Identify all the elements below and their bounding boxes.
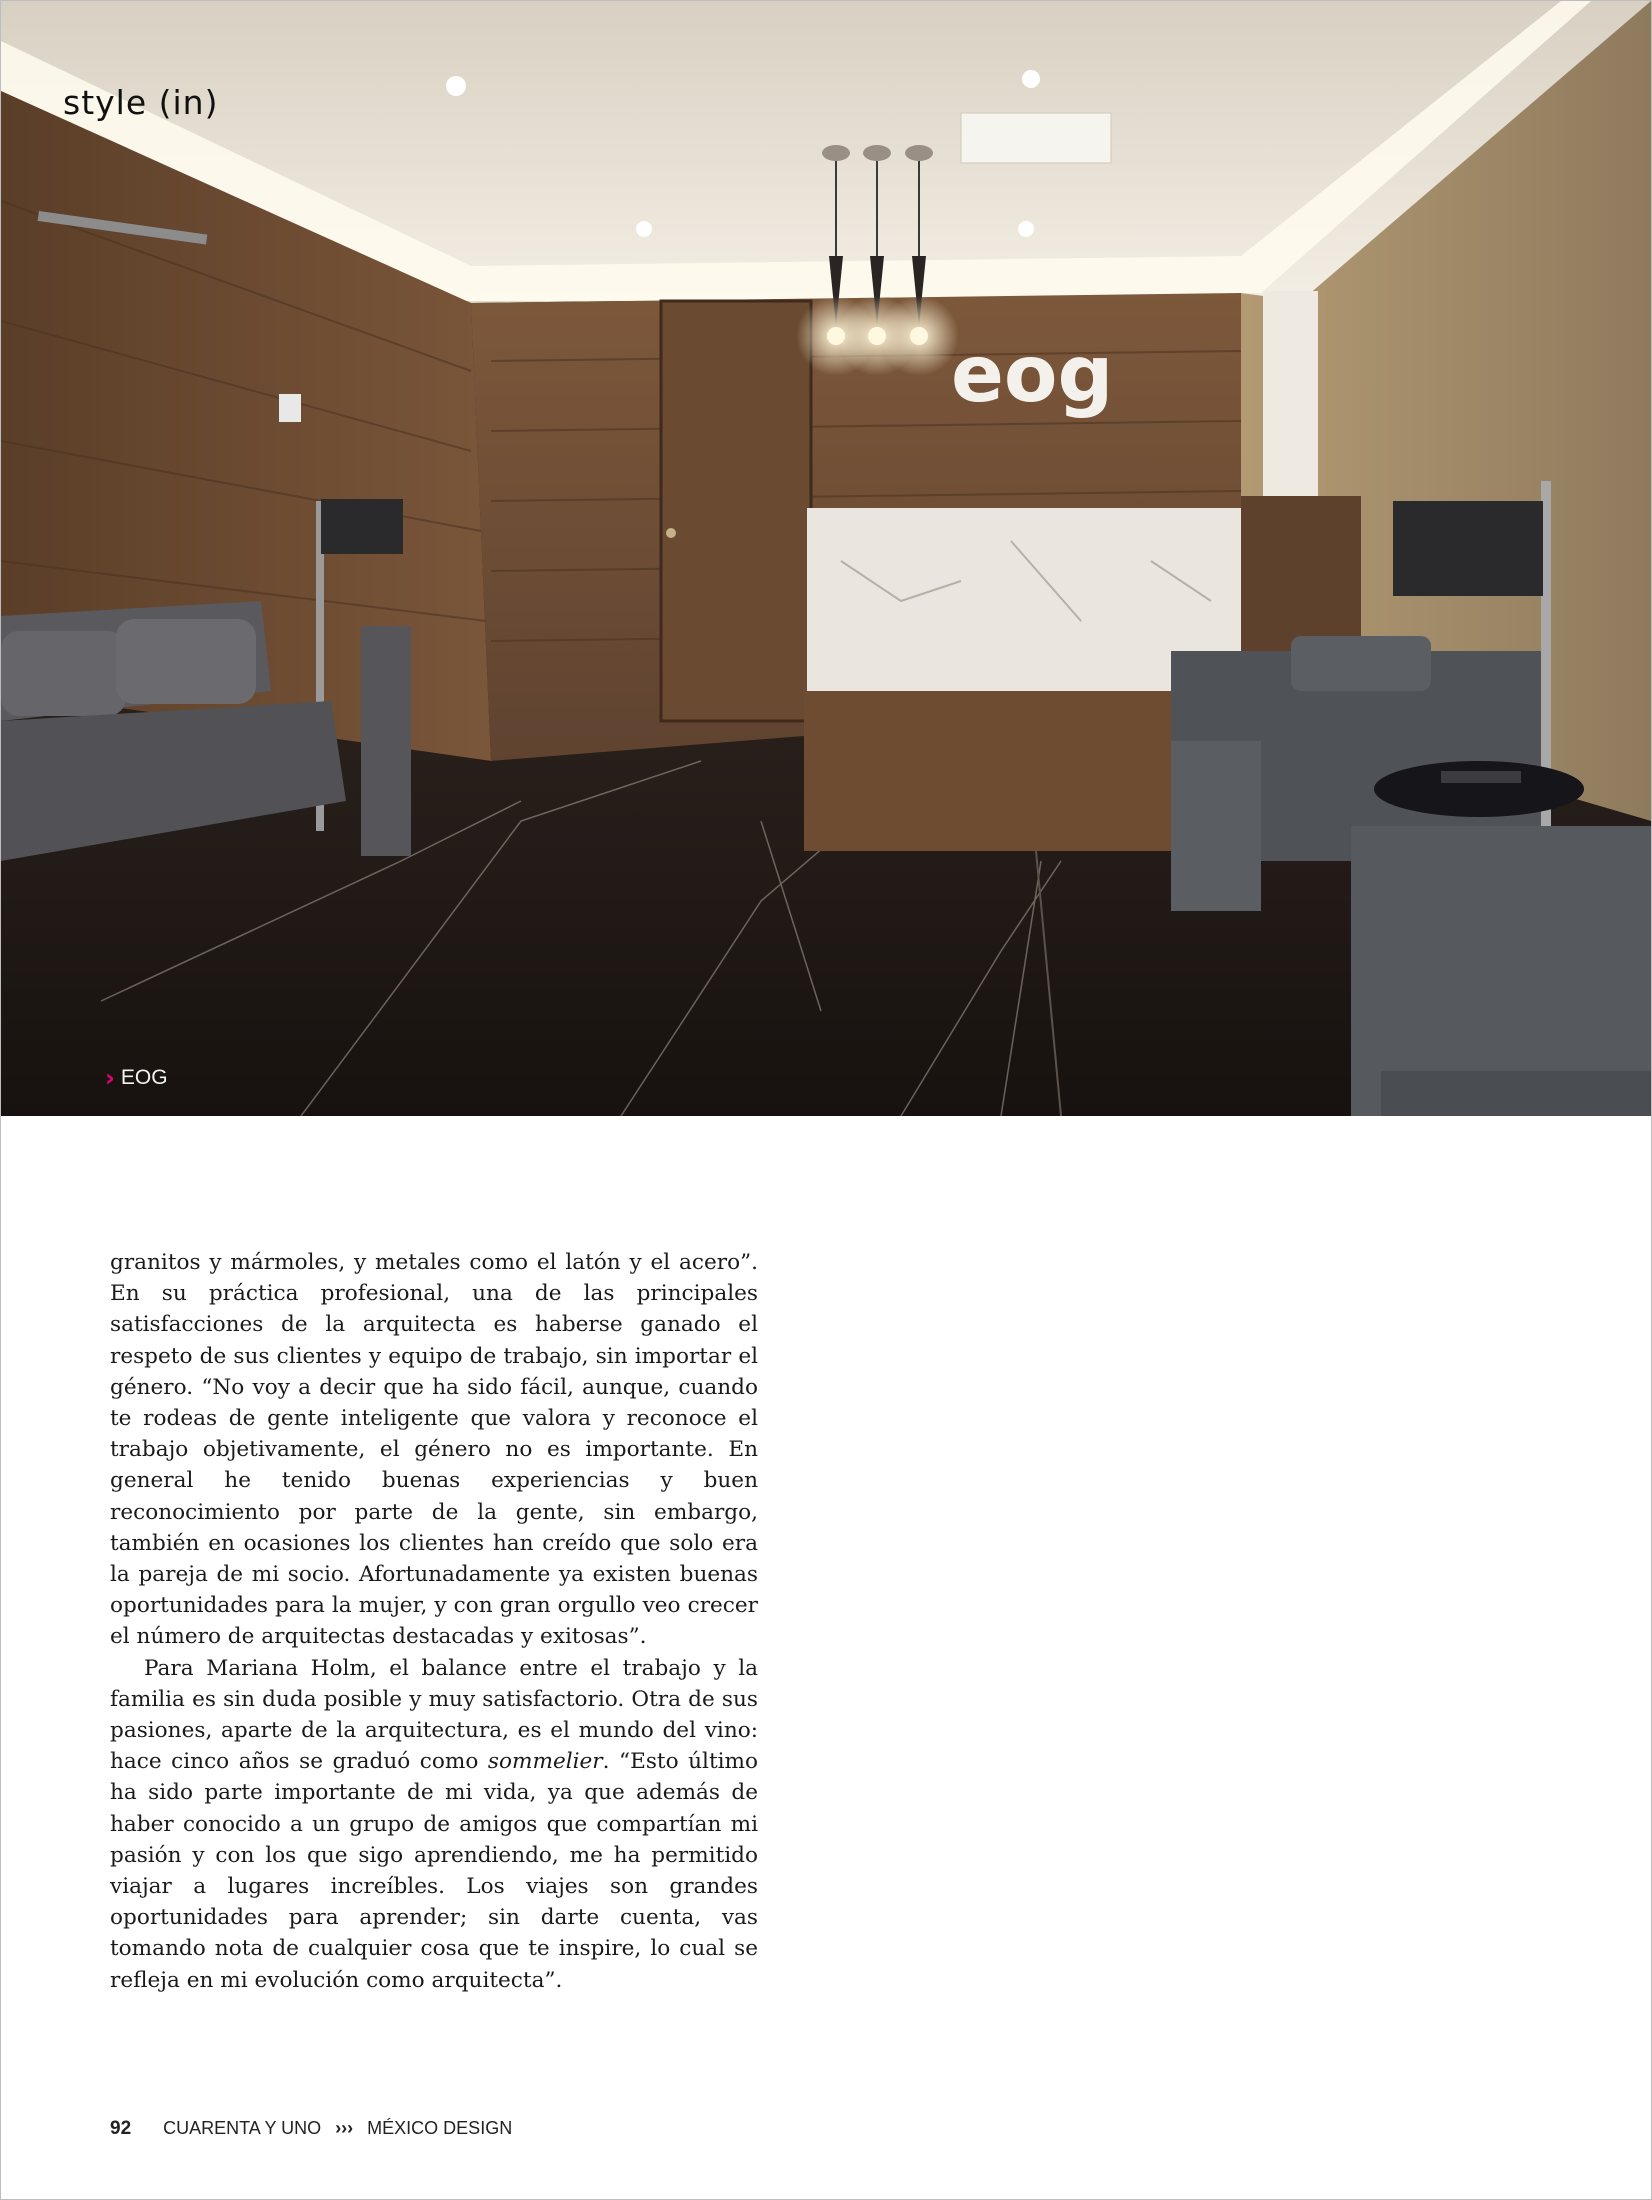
edition-name: MÉXICO DESIGN — [367, 2118, 513, 2138]
door-handle — [666, 528, 676, 538]
reception-desk-base — [804, 691, 1234, 851]
separator-arrows: ››› — [335, 2118, 354, 2138]
ceiling-downlight — [446, 76, 466, 96]
hero-photo — [1, 1, 1651, 1116]
paragraph-text: . “Esto último ha sido parte importante de mi vida, ya que además de haber conocido a un grupo de amigos que compartían mi pasión y con los que sigo aprendiendo, me ha permitido viajar a lugares increíbles. Los viajes son grandes oportunidades para aprender; sin darte cuenta, vas tomando nota de cualquier cosa que te inspire, lo cual se refleja en mi evolución como arquitecta”. — [110, 1749, 759, 1993]
page-number: 92 — [110, 2118, 132, 2139]
ceiling-downlight — [1018, 221, 1034, 237]
door — [661, 301, 811, 721]
thermostat — [279, 394, 301, 422]
paragraph: granitos y mármoles, y metales como el latón y el acero”. En su práctica profesional, una de las principales satisfacciones de la arquitecta es haberse ganado el respeto de sus clientes y equipo de trabajo, sin importar el género. “No voy a decir que ha sido fácil, aunque, cuando te rodeas de gente inteligente que valora y reconoce el trabajo objetivamente, el género no es importante. En general he tenido buenas experiencias y buen reconocimiento por parte de la gente, sin embargo, también en ocasiones los clientes han creído que solo era la pareja de mi socio. Afortunadamente ya existen buenas oportunidades para la mujer, y con gran orgullo veo crecer el número de arquitectas destacadas y exitosas”. — [110, 1250, 758, 1650]
article-body — [110, 1247, 758, 1996]
lobby-illustration — [1, 1, 1651, 1116]
tablet — [1441, 771, 1521, 783]
chevron-right-icon: › — [105, 1064, 115, 1092]
magazine-name: CUARENTA Y UNO — [163, 2118, 322, 2138]
ceiling-downlight — [636, 221, 652, 237]
italic-term: sommelier — [487, 1749, 603, 1775]
photo-caption — [105, 1064, 168, 1092]
section-label: style (in) — [63, 83, 219, 122]
ceiling-downlight — [1022, 70, 1040, 88]
paragraph — [110, 1653, 758, 1996]
wall-logo: eog — [951, 330, 1114, 420]
ceiling-vent — [961, 113, 1111, 163]
armchair-foreground — [1351, 826, 1651, 1116]
page-footer — [110, 2118, 512, 2140]
caption-text: EOG — [120, 1066, 168, 1089]
paragraph-text: Para Mariana Holm, el balance entre el trabajo y la familia es sin duda posible y muy satisfactorio. Otra de sus pasiones, aparte de la arquitectura, es el mundo del vino: hace cinco años se graduó como — [110, 1655, 758, 1775]
side-table — [1374, 761, 1584, 817]
